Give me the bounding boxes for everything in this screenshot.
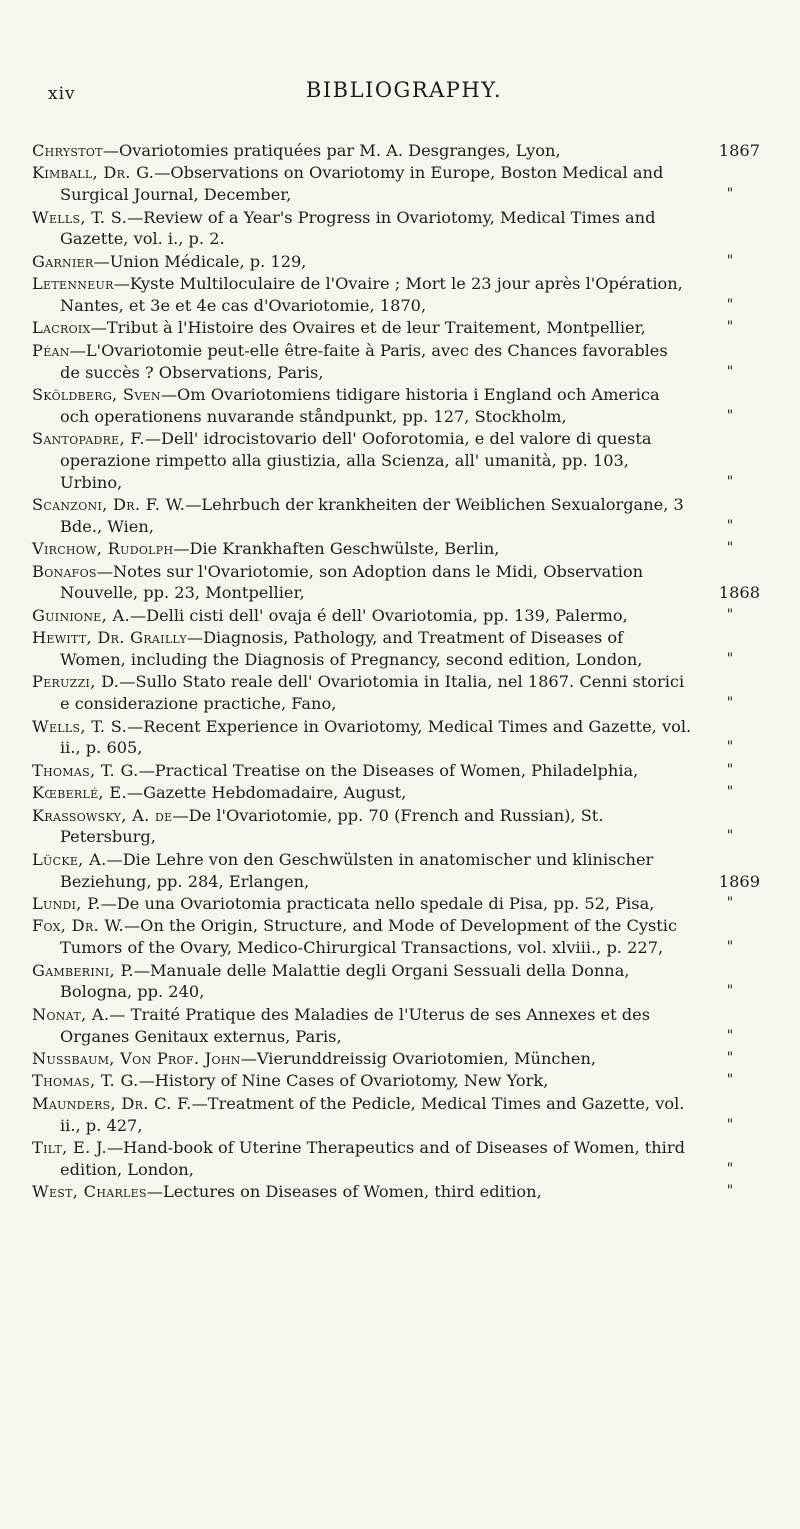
bibliography-entry [32,1004,760,1048]
entry-title: —De l'Ovariotomie, pp. 70 (French and Russian), St. Petersburg, [60,805,604,847]
entry-year: " [726,695,734,712]
entry-author: Wells, T. S. [32,716,128,736]
bibliography-entry [32,915,760,959]
bibliography-entry [32,893,760,915]
entry-author: Wells, T. S. [32,207,128,227]
entry-title: —Notes sur l'Ovariotomie, son Adoption dans le Midi, Observation Nouvelle, pp. 23, Montpellier, [60,561,644,603]
entry-year: " [726,651,734,668]
entry-author: Tilt, E. J. [32,1137,107,1157]
entry-author: Virchow, Rudolph [32,539,174,559]
entry-author: Bonafos [32,561,97,581]
entry-year: " [726,540,734,557]
entry-author: Krassowsky, A. de [32,805,173,825]
bibliography-entry [32,716,760,760]
entry-author: Thomas, T. G. [32,760,139,780]
entry-author: Santopadre, F. [32,429,145,449]
entry-year: " [726,1183,734,1200]
entry-title: — Traité Pratique des Maladies de l'Uterus de ses Annexes et des Organes Genitaux externus, Paris, [60,1004,650,1046]
page-number: xiv [48,84,76,104]
page-header [48,78,800,108]
entry-year: " [726,1049,734,1066]
entry-title: —Om Ovariotomiens tidigare historia i England och America och operationens nuvarande ståndpunkt, pp. 127, Stockholm, [60,384,660,426]
bibliography-entry [32,1181,760,1203]
entry-author: Gamberini, P. [32,960,134,980]
entry-title: —Delli cisti dell' ovaja é dell' Ovariotomia, pp. 139, Palermo, [129,605,628,625]
entry-title: —Observations on Ovariotomy in Europe, Boston Medical and Surgical Journal, December, [60,163,664,205]
entry-title: —Union Médicale, p. 129, [93,251,307,271]
bibliography-entry [32,162,760,206]
entry-year: " [726,473,734,490]
bibliography-entry [32,760,760,782]
entry-year: " [726,252,734,269]
entry-title: —Recent Experience in Ovariotomy, Medical Times and Gazette, vol. ii., p. 605, [60,716,692,758]
entry-title: —Gazette Hebdomadaire, August, [126,783,407,803]
entry-year: " [726,319,734,336]
entry-author: Thomas, T. G. [32,1071,139,1091]
entry-title: —De una Ovariotomia practicata nello spedale di Pisa, pp. 52, Pisa, [100,893,655,913]
entry-title: —Lectures on Diseases of Women, third edition, [146,1182,542,1202]
bibliography-entry [32,140,760,162]
entry-title: —Diagnosis, Pathology, and Treatment of Diseases of Women, including the Diagnosis of Pregnancy, second edition, London, [60,628,643,670]
entry-year: " [726,761,734,778]
entry-year: " [726,186,734,203]
entry-year: " [726,363,734,380]
entry-year: " [726,939,734,956]
entry-title: —Treatment of the Pedicle, Medical Times and Gazette, vol. ii., p. 427, [60,1093,685,1135]
entry-title: —L'Ovariotomie peut-elle être-faite à Paris, avec des Chances favorables de succès ? Observations, Paris, [60,340,668,382]
entry-author: Hewitt, Dr. Grailly [32,628,187,648]
bibliography-entry [32,561,760,605]
entry-author: Kœberlé, E. [32,783,127,803]
entry-author: Sköldberg, Sven [32,384,161,404]
bibliography-entry [32,1048,760,1070]
bibliography-list [32,140,760,1203]
entry-author: Garnier [32,251,94,271]
entry-title: —On the Origin, Structure, and Mode of Development of the Cystic Tumors of the Ovary, Medico-Chirurgical Transactions, vol. xlviii., p. 227, [60,916,678,958]
bibliography-entry [32,605,760,627]
entry-year: " [726,894,734,911]
entry-year: " [726,1027,734,1044]
entry-year: 1869 [718,871,760,891]
entry-author: Nussbaum, Von Prof. John [32,1048,241,1068]
bibliography-entry [32,849,760,893]
bibliography-entry [32,671,760,715]
bibliography-entry [32,340,760,384]
entry-year: " [726,784,734,801]
entry-year: 1867 [718,141,760,160]
entry-year: " [726,407,734,424]
entry-author: Lücke, A. [32,849,107,869]
entry-author: Lundi, P. [32,893,101,913]
entry-title: —Manuale delle Malattie degli Organi Sessuali della Donna, Bologna, pp. 240, [60,960,630,1002]
entry-title: —Review of a Year's Progress in Ovariotomy, Medical Times and Gazette, vol. i., p. 2. [60,207,656,249]
bibliography-entry [32,1137,760,1181]
bibliography-entry [32,538,760,560]
entry-year: " [726,1072,734,1089]
entry-year: 1868 [718,583,760,603]
entry-author: West, Charles [32,1182,147,1202]
bibliography-entry [32,1070,760,1092]
entry-title: —Hand-book of Uterine Therapeutics and of Diseases of Women, third edition, London, [60,1137,685,1179]
entry-author: Maunders, Dr. C. F. [32,1093,192,1113]
entry-year: " [726,739,734,756]
entry-author: Guinione, A. [32,605,130,625]
entry-title: —Vierunddreissig Ovariotomien, München, [240,1048,597,1068]
entry-title: —Tribut à l'Histoire des Ovaires et de leur Traitement, Montpellier, [90,318,646,338]
entry-title: —Kyste Multiloculaire de l'Ovaire ; Mort le 23 jour après l'Opération, Nantes, et 3e et 4e cas d'Ovariotomie, 1870, [60,274,683,315]
entry-title: —Lehrbuch der krankheiten der Weiblichen Sexualorgane, 3 Bde., Wien, [60,495,684,536]
entry-author: Peruzzi, D. [32,672,120,692]
bibliography-entry [32,428,760,493]
bibliography-entry [32,494,760,538]
entry-year: " [726,828,734,845]
entry-title: —Practical Treatise on the Diseases of Women, Philadelphia, [138,760,639,780]
entry-author: Péan [32,340,70,360]
bibliography-entry [32,273,760,317]
entry-author: Kimball, Dr. G. [32,163,155,183]
entry-year: " [726,606,734,623]
bibliography-entry [32,782,760,804]
entry-author: Lacroix [32,318,91,338]
entry-year: " [726,517,734,534]
entry-title: —Sullo Stato reale dell' Ovariotomia in Italia, nel 1867. Cenni storici e considerazione practiche, Fano, [60,672,685,714]
entry-author: Chrystot [32,141,103,160]
running-title: BIBLIOGRAPHY. [305,78,503,102]
bibliography-entry [32,805,760,849]
entry-title: —Die Krankhaften Geschwülste, Berlin, [173,539,500,559]
bibliography-entry [32,384,760,428]
bibliography-entry [32,251,760,273]
entry-author: Scanzoni, Dr. F. W. [32,495,186,515]
bibliography-entry [32,960,760,1004]
bibliography-entry [32,317,760,339]
entry-title: —History of Nine Cases of Ovariotomy, New York, [138,1071,549,1091]
entry-year: " [726,983,734,1000]
entry-year: " [726,1160,734,1177]
bibliography-entry [32,1093,760,1137]
entry-title: —Die Lehre von den Geschwülsten in anatomischer und klinischer Beziehung, pp. 284, Erlangen, [60,849,654,891]
entry-year: " [726,1116,734,1133]
entry-year: " [726,296,734,313]
entry-title: —Ovariotomies pratiquées par M. A. Desgranges, Lyon, [102,141,561,160]
entry-author: Nonat, A. [32,1004,110,1024]
entry-author: Letenneur [32,274,114,294]
bibliography-entry [32,627,760,671]
entry-author: Fox, Dr. W. [32,916,124,936]
bibliography-entry [32,207,760,251]
entry-title: —Dell' idrocistovario dell' Ooforotomia, e del valore di questa operazione rimpetto alla giustizia, alla Scienza, all' umanità, pp. 103, Urbino, [60,429,652,492]
